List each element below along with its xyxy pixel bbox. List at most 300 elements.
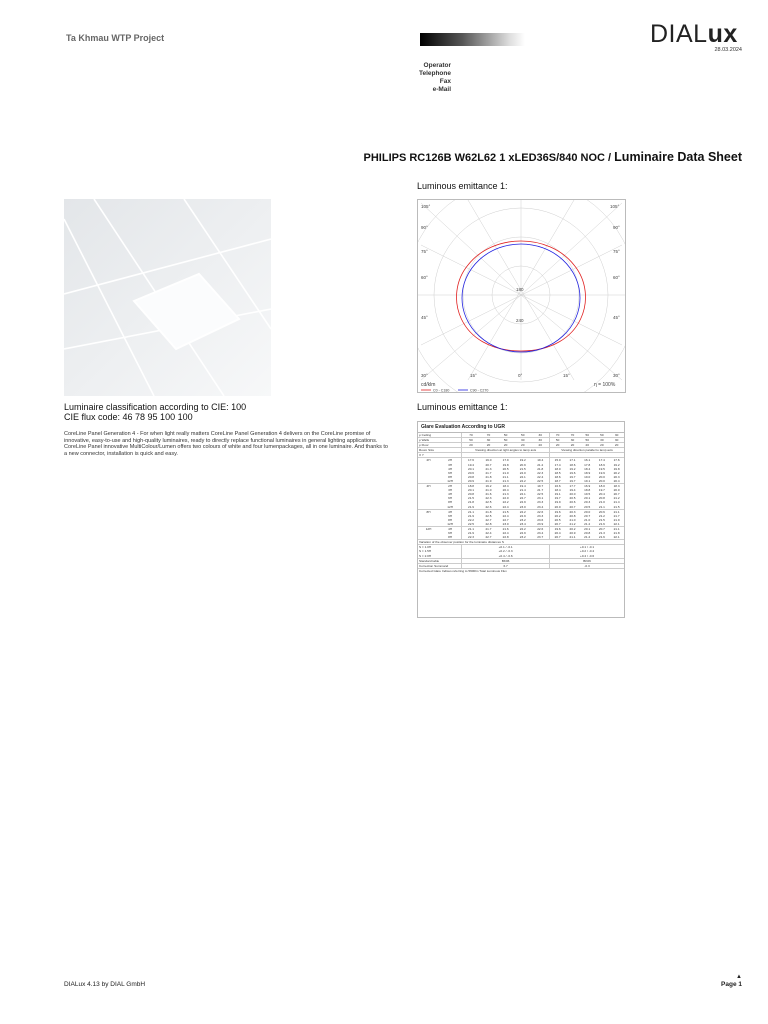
ugr-value-cell: 20.3: [565, 509, 580, 514]
ugr-value-cell: 21.1: [598, 504, 605, 509]
ugr-value-cell: 20.0: [598, 478, 605, 483]
ugr-value-cell: 16.9: [580, 484, 595, 489]
correction-summand-par: -0.3: [550, 563, 624, 568]
ugr-value-cell: 20.8: [598, 496, 605, 501]
variation-perp: +0.1 / -0.1: [462, 545, 550, 550]
variation-par: +0.2 / -0.4: [550, 549, 624, 553]
angle-label-60-left: 60°: [421, 275, 428, 280]
ugr-value-cell: 20.2: [565, 526, 580, 531]
room-y-cell: 4H: [439, 509, 462, 514]
reflectance-value: 20: [514, 443, 531, 448]
ugr-value-cell: 22.5: [462, 522, 480, 527]
ugr-value-cell: 22.3: [537, 470, 544, 475]
ugr-value-cell: 21.1: [462, 509, 480, 514]
ugr-value-cell: 20.1: [580, 526, 595, 531]
ugr-value-cell: 20.1: [462, 488, 480, 492]
ugr-value-cell: 20.4: [502, 488, 509, 493]
luminaire-description: CoreLine Panel Generation 4 - For when light really matters CoreLine Panel Generation 4 delivers on the CoreLine promise of innovative, easy-to-use and high-quality luminaires, ready to directly replace functional luminaires in general lighting applications. CoreLine Panel innovative MultiColour/Lumen offers two colours of white and four lumenpackages, all in one luminaire. And thanks to a new connector, installation is quick and easy.: [64, 431, 388, 457]
ugr-value-cell: 22.9: [519, 531, 526, 536]
reflectance-label: ρ Ceiling: [418, 433, 462, 438]
ugr-value-cell: 19.8: [502, 462, 509, 467]
ugr-value-cell: 21.7: [480, 526, 497, 531]
ugr-value-cell: 22.0: [502, 496, 509, 501]
ugr-value-cell: 22.6: [531, 509, 549, 514]
legend-c90-label: C90 - C270: [470, 388, 489, 392]
ugr-value-cell: 20.3: [613, 474, 620, 479]
ugr-value-cell: 22.7: [502, 517, 509, 522]
ugr-value-cell: 19.4: [514, 484, 531, 489]
ugr-value-cell: 18.9: [598, 462, 605, 467]
reflectance-value: 20: [550, 443, 566, 448]
reflectance-value: 50: [580, 438, 595, 443]
ugr-value-cell: 21.8: [480, 509, 497, 514]
angle-label-15-right: 15°: [563, 373, 570, 378]
variation-perp: +0.2 / -0.3: [462, 549, 550, 553]
ugr-value-cell: 21.1: [502, 474, 509, 479]
ugr-value-cell: 17.4: [550, 463, 566, 467]
ugr-value-cell: 18.6: [550, 475, 566, 479]
room-x-cell: 4H: [418, 484, 439, 489]
ugr-value-cell: 21.5: [598, 517, 605, 522]
contact-email: e-Mail: [432, 86, 451, 93]
reflectance-value: 30: [531, 438, 549, 443]
ugr-value-cell: 21.7: [485, 470, 492, 475]
room-y-cell: 12H: [447, 521, 453, 526]
room-y-cell: 8H: [448, 535, 453, 540]
variation-distance: S = 2.0H: [419, 553, 432, 558]
reflectance-value: 50: [497, 433, 514, 438]
ugr-value-cell: 20.0: [613, 488, 620, 493]
ugr-value-cell: 17.7: [565, 484, 580, 489]
angle-label-75-left: 75°: [421, 249, 428, 254]
cie-flux-code-line: CIE flux code: 46 78 95 100 100: [64, 412, 193, 422]
ugr-value-cell: 21.0: [598, 500, 605, 505]
ugr-value-cell: 20.0: [580, 509, 595, 514]
ugr-value-cell: 23.2: [519, 517, 526, 522]
contact-fax: Fax: [439, 78, 451, 85]
angle-label-0: 0°: [518, 373, 523, 378]
room-x-cell: 8H: [418, 509, 439, 514]
ugr-value-cell: 20.7: [550, 522, 566, 527]
ugr-value-cell: 22.3: [462, 535, 480, 540]
angle-label-90-left: 90°: [421, 225, 428, 230]
ugr-value-cell: 21.3: [502, 492, 509, 497]
contact-operator: Operator: [423, 62, 451, 69]
ugr-value-cell: 19.7: [569, 474, 576, 479]
ugr-value-cell: 21.9: [462, 505, 480, 510]
footer-software: DIALux 4.13 by DIAL GmbH: [64, 981, 146, 988]
ugr-value-cell: 22.5: [485, 513, 492, 518]
ugr-value-cell: 22.1: [519, 492, 526, 497]
ugr-value-cell: 19.6: [569, 470, 576, 475]
ugr-value-cell: 21.7: [613, 513, 620, 518]
ugr-value-cell: 20.7: [569, 504, 576, 509]
ugr-value-cell: 18.3: [609, 484, 624, 489]
room-x-cell: 2H: [426, 458, 431, 463]
reflectance-value: 20: [565, 443, 580, 448]
correction-summand-label: Correction Summand: [418, 563, 462, 568]
ugr-value-cell: 21.8: [613, 531, 620, 536]
room-y-cell: 6H: [448, 496, 453, 501]
polar-caption: Luminous emittance 1:: [417, 181, 508, 191]
reflectance-value: 30: [595, 438, 610, 443]
ugr-value-cell: 21.3: [502, 478, 509, 483]
angle-label-45-left: 45°: [421, 315, 428, 320]
ugr-value-cell: 21.2: [569, 521, 576, 526]
sheet-title: [364, 150, 742, 164]
reflectance-value: 50: [580, 433, 595, 438]
ugr-value-cell: 19.2: [569, 466, 576, 471]
ugr-value-cell: 20.5: [550, 518, 566, 522]
ugr-value-cell: 17.9: [502, 458, 509, 463]
ugr-value-cell: 20.8: [569, 513, 576, 518]
ugr-value-cell: 19.6: [550, 509, 566, 514]
ugr-value-cell: 20.5: [502, 466, 509, 471]
room-y-cell: 4H: [448, 492, 453, 497]
reflectance-value: 20: [609, 443, 624, 448]
reflectance-value: 20: [595, 443, 610, 448]
polar-grid: [418, 200, 625, 392]
ugr-value-cell: 19.1: [584, 478, 591, 483]
cie-class-line: Luminaire classification according to CIE: 100: [64, 402, 247, 412]
ugr-value-cell: 22.8: [502, 535, 509, 540]
ugr-value-cell: 18.7: [550, 479, 566, 484]
ugr-value-cell: 21.8: [537, 466, 544, 471]
ugr-value-cell: 22.9: [519, 500, 526, 505]
ugr-value-cell: 21.9: [613, 517, 620, 522]
ugr-value-cell: 22.9: [519, 513, 526, 518]
ugr-value-cell: 20.7: [485, 462, 492, 467]
ugr-value-cell: 23.9: [537, 521, 544, 526]
ugr-value-cell: 20.8: [584, 531, 591, 536]
ugr-value-cell: 20.6: [462, 471, 480, 475]
room-y-cell: 12H: [447, 478, 453, 483]
project-name: Ta Khmau WTP Project: [66, 33, 165, 43]
ugr-value-cell: 20.9: [569, 531, 576, 536]
ugr-value-cell: 19.8: [613, 466, 620, 471]
ugr-value-cell: 18.9: [584, 470, 591, 475]
ugr-value-cell: 22.4: [502, 513, 509, 518]
ugr-value-cell: 19.2: [519, 458, 526, 463]
ugr-value-cell: 23.3: [537, 513, 544, 518]
luminaire-photo: [64, 199, 271, 396]
reflectance-value: 20: [580, 443, 595, 448]
room-y-cell: 8H: [448, 500, 453, 505]
ugr-value-cell: 18.4: [550, 488, 566, 492]
ugr-value-cell: 15.0: [550, 458, 566, 463]
room-x-cell: 12H: [418, 526, 439, 531]
footnote-row: [418, 568, 624, 573]
ugr-value-cell: 20.0: [598, 474, 605, 479]
ugr-value-cell: 19.5: [598, 466, 605, 471]
room-y-cell: 4H: [448, 466, 453, 471]
ugr-value-cell: 22.1: [613, 535, 620, 540]
ugr-value-cell: 21.7: [537, 488, 544, 493]
ugr-value-cell: 23.1: [537, 496, 544, 501]
variation-perp: +0.4 / -0.6: [462, 554, 550, 559]
reflectance-label: ρ Walls: [418, 438, 462, 443]
ugr-value-cell: 20.9: [519, 462, 526, 467]
ugr-value-cell: 22.4: [485, 531, 492, 536]
logo-bold-text: ux: [707, 20, 738, 48]
ugr-value-cell: 20.0: [569, 492, 576, 497]
ugr-value-cell: 22.4: [502, 531, 509, 536]
ugr-value-cell: 18.4: [497, 484, 514, 489]
ugr-value-cell: 21.9: [462, 514, 480, 518]
reflectance-value: 20: [480, 443, 497, 448]
standard-table-perp: BK06: [462, 558, 550, 563]
ugr-value-cell: 21.0: [569, 517, 576, 522]
ugr-value-cell: 22.8: [485, 521, 492, 526]
ugr-value-cell: 21.4: [519, 488, 526, 493]
ugr-value-cell: 17.6: [613, 458, 620, 463]
ugr-value-cell: 22.3: [485, 496, 492, 501]
reflectance-value: 50: [550, 438, 566, 443]
ugr-value-cell: 20.4: [613, 478, 620, 483]
ugr-value-cell: 23.3: [537, 500, 544, 505]
product-name: PHILIPS RC126B W62L62 1 xLED36S/840 NOC /: [363, 152, 615, 164]
ugr-value-cell: 22.2: [502, 500, 509, 505]
variation-distance: S = 1.5H: [419, 549, 432, 554]
ugr-value-cell: 21.6: [598, 535, 605, 540]
ugr-value-cell: 21.9: [462, 531, 480, 535]
ugr-table-title: Glare Evaluation According to UGR: [418, 422, 624, 433]
ugr-value-cell: 19.1: [550, 492, 566, 496]
ugr-value-cell: 21.1: [462, 526, 480, 531]
reflectance-value: 50: [462, 438, 480, 443]
ugr-value-cell: 21.0: [584, 517, 591, 522]
ugr-value-cell: 20.0: [550, 505, 566, 510]
header-gradient-bar: [420, 33, 525, 46]
reflectance-value: 50: [497, 438, 514, 443]
ugr-value-cell: 16.6: [550, 484, 566, 489]
ugr-value-cell: 22.7: [485, 517, 492, 522]
ugr-value-cell: 19.7: [569, 478, 576, 483]
ugr-value-cell: 19.0: [584, 474, 591, 479]
ugr-value-cell: 21.5: [497, 509, 514, 514]
ugr-value-cell: 21.3: [598, 531, 605, 536]
ugr-value-cell: 21.3: [485, 466, 492, 471]
ugr-value-cell: 22.2: [514, 526, 531, 531]
ugr-value-cell: 21.6: [497, 526, 514, 531]
ugr-value-cell: 23.2: [519, 535, 526, 540]
ugr-value-cell: 18.8: [584, 488, 591, 493]
ugr-value-cell: 20.8: [462, 475, 480, 479]
ugr-value-cell: 22.5: [537, 492, 544, 497]
ugr-value-cell: 19.2: [613, 462, 620, 467]
legend-c0-label: C0 - C180: [433, 388, 450, 392]
ugr-value-cell: 20.7: [595, 526, 610, 531]
reflectance-label: ρ Floor: [418, 443, 462, 448]
ugr-value-cell: 21.1: [609, 509, 624, 514]
room-y-cell: 8H: [448, 474, 453, 479]
ugr-value-cell: 20.5: [569, 496, 576, 501]
ugr-value-cell: 21.2: [613, 496, 620, 501]
ugr-value-cell: 21.2: [537, 462, 544, 467]
ugr-value-cell: 22.5: [485, 500, 492, 505]
ugr-value-cell: 21.5: [613, 504, 620, 509]
ugr-value-cell: 19.7: [531, 484, 549, 489]
ugr-value-cell: 19.4: [462, 463, 480, 467]
ugr-value-cell: 19.9: [598, 470, 605, 475]
ugr-value-cell: 17.6: [462, 458, 480, 463]
room-y-cell: 6H: [448, 513, 453, 518]
ugr-value-cell: 21.0: [485, 488, 492, 493]
ugr-value-cell: 21.0: [502, 470, 509, 475]
ugr-value-cell: 19.6: [550, 526, 566, 531]
reflectance-value: 50: [595, 433, 610, 438]
ugr-value-cell: 20.6: [569, 500, 576, 505]
room-size-label: Room Size: [418, 448, 462, 453]
ugr-value-cell: 22.2: [514, 509, 531, 514]
ugr-value-cell: 20.1: [462, 467, 480, 471]
ugr-value-cell: 23.4: [537, 504, 544, 509]
room-y-cell: 12H: [447, 504, 453, 509]
ugr-value-cell: 22.7: [519, 496, 526, 501]
ugr-value-cell: 21.8: [462, 500, 480, 504]
ugr-value-cell: 23.0: [519, 504, 526, 509]
variation-par: +0.1 / -0.1: [550, 545, 624, 550]
reflectance-value: 20: [531, 443, 549, 448]
ugr-value-cell: 19.5: [584, 492, 591, 497]
xy-label: X Y: [418, 453, 462, 458]
room-y-cell: 3H: [448, 462, 453, 467]
ugr-value-cell: 21.1: [569, 535, 576, 540]
ugr-value-cell: 19.0: [485, 458, 492, 463]
reflectance-value: 70: [565, 433, 580, 438]
ugr-value-cell: 21.5: [462, 496, 480, 500]
ugr-value-cell: 17.4: [598, 458, 605, 463]
ugr-value-cell: 21.2: [584, 521, 591, 526]
sheet-subtitle: Luminaire Data Sheet: [614, 150, 742, 164]
ugr-value-cell: 18.6: [569, 462, 576, 467]
ugr-value-cell: 22.2: [462, 518, 480, 522]
room-y-cell: 2H: [448, 458, 453, 463]
view-parallel-label: Viewing direction parallel to lamp axis: [550, 448, 624, 453]
angle-label-60-right: 60°: [613, 275, 620, 280]
ugr-value-cell: 23.4: [519, 521, 526, 526]
polar-unit: cd/klm: [421, 382, 436, 388]
ugr-value-cell: 20.7: [613, 492, 620, 497]
ugr-value-cell: 22.2: [519, 478, 526, 483]
ugr-value-cell: 21.5: [519, 466, 526, 471]
ugr-value-cell: 22.7: [485, 535, 492, 540]
ugr-value-cell: 18.8: [462, 484, 480, 489]
ugr-value-cell: 19.2: [480, 484, 497, 489]
ugr-value-cell: 20.7: [584, 513, 591, 518]
ugr-value-cell: 21.9: [485, 478, 492, 483]
reflectance-value: 30: [514, 438, 531, 443]
room-y-cell: 3H: [448, 488, 453, 493]
ugr-value-cell: 22.4: [502, 504, 509, 509]
reflectance-value: 30: [565, 438, 580, 443]
angle-label-15-left: 15°: [470, 373, 477, 378]
ugr-value-cell: 20.5: [584, 504, 591, 509]
angle-label-105-left: 105°: [421, 204, 431, 209]
ugr-value-cell: 22.4: [537, 474, 544, 479]
ugr-value-cell: 17.8: [584, 462, 591, 467]
angle-label-75-right: 75°: [613, 249, 620, 254]
report-date: 28.03.2024: [714, 47, 742, 53]
ugr-value-cell: 21.2: [598, 513, 605, 518]
angle-label-105-right: 105°: [610, 204, 620, 209]
ugr-value-cell: 20.3: [584, 500, 591, 505]
logo-light-text: DIAL: [650, 20, 708, 48]
ugr-value-cell: 21.1: [609, 526, 624, 531]
ugr-value-cell: 18.0: [550, 467, 566, 471]
reflectance-value: 30: [531, 433, 549, 438]
ugr-value-cell: 20.1: [584, 496, 591, 501]
ugr-value-cell: 22.6: [485, 504, 492, 509]
ugr-value-cell: 16.1: [584, 458, 591, 463]
ceiling-panel-illustration: [64, 199, 271, 396]
standard-table-label: Standard table: [418, 558, 462, 563]
correction-summand-perp: 6.7: [462, 563, 550, 568]
ugr-caption: Luminous emittance 1:: [417, 402, 508, 412]
ugr-value-cell: 21.6: [598, 521, 605, 526]
ugr-value-cell: 19.4: [537, 458, 544, 463]
ring-label-240: 240: [516, 318, 524, 323]
variation-note: Variation of the observer position for the luminaire distances S: [418, 540, 624, 545]
reflectance-value: 70: [462, 433, 480, 438]
room-y-cell: 6H: [448, 470, 453, 475]
reflectance-value: 70: [480, 433, 497, 438]
ugr-value-cell: 21.2: [584, 535, 591, 540]
ugr-value-cell: 20.4: [598, 492, 605, 497]
triangle-up-icon: ▲: [736, 974, 742, 980]
ugr-value-cell: 20.9: [462, 479, 480, 484]
polar-eta: η = 100%: [594, 382, 616, 388]
ugr-value-cell: 22.6: [531, 526, 549, 531]
ugr-value-cell: 21.4: [613, 500, 620, 505]
polar-diagram: [417, 199, 626, 393]
ugr-value-cell: 22.1: [613, 521, 620, 526]
room-y-cell: 8H: [448, 517, 453, 522]
reflectance-value: 70: [550, 433, 566, 438]
ugr-value-cell: 20.6: [595, 509, 610, 514]
angle-label-30-left: 30°: [421, 373, 428, 378]
variation-distance: S = 1.0H: [418, 545, 462, 550]
contact-block: [380, 62, 451, 94]
ugr-value-cell: 22.1: [519, 474, 526, 479]
angle-label-30-right: 30°: [613, 373, 620, 378]
ugr-value-cell: 21.6: [485, 492, 492, 497]
reflectance-value: 30: [480, 438, 497, 443]
ugr-value-cell: 23.6: [537, 517, 544, 522]
ugr-value-cell: 18.5: [550, 471, 566, 475]
ugr-value-cell: 19.7: [598, 488, 605, 493]
reflectance-value: 30: [609, 433, 624, 438]
angle-label-90-right: 90°: [613, 225, 620, 230]
reflectance-value: 50: [514, 433, 531, 438]
reflectance-value: 20: [497, 443, 514, 448]
room-y-cell: 4H: [439, 526, 462, 531]
ugr-value-cell: 22.0: [519, 470, 526, 475]
cie-classification: [64, 402, 246, 422]
ugr-value-cell: 20.2: [550, 514, 566, 518]
standard-table-par: BK06: [550, 558, 624, 563]
ugr-value-cell: 18.4: [584, 466, 591, 471]
ugr-value-cell: 23.4: [537, 531, 544, 536]
ugr-value-cell: 19.7: [550, 496, 566, 500]
ugr-value-cell: 20.4: [550, 531, 566, 535]
room-y-cell: 6H: [448, 531, 453, 536]
ugr-value-cell: 20.2: [613, 470, 620, 475]
dialux-logo: [650, 20, 738, 49]
room-y-cell: 2H: [439, 484, 462, 489]
ugr-value-cell: 21.8: [485, 474, 492, 479]
ugr-value-cell: 19.9: [550, 500, 566, 504]
